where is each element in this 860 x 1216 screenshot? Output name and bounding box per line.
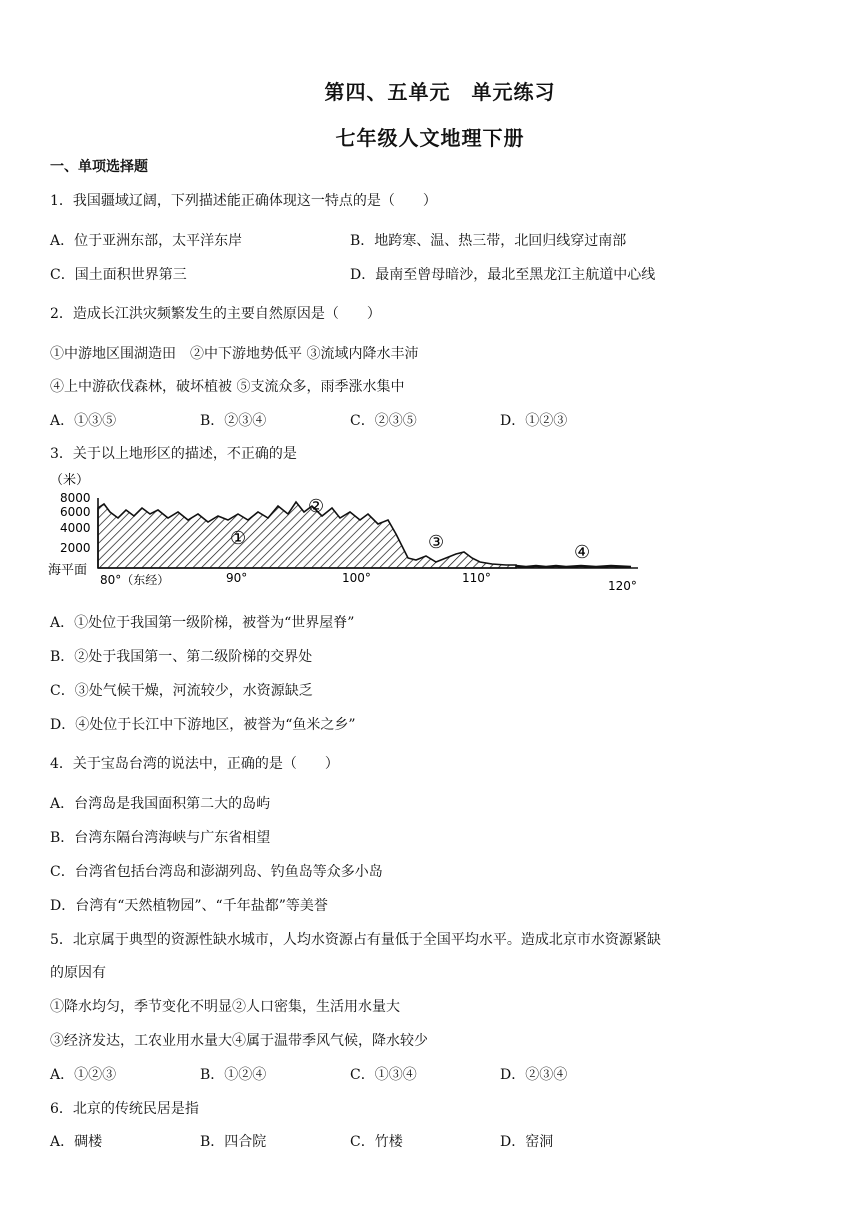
question-5-statement-line: ①降水均匀，季节变化不明显②人口密集，生活用水量大 [50, 999, 400, 1015]
question-5-option-b: B．①②④ [200, 1067, 267, 1083]
question-5-stem: 5．北京属于典型的资源性缺水城市，人均水资源占有量低于全国平均水平。造成北京市水资源紧缺 [50, 932, 661, 948]
question-6-option-b: B．四合院 [200, 1134, 267, 1150]
x-tick-label: 110° [462, 571, 491, 585]
terrain-marker-3: ③ [428, 532, 445, 553]
question-3-option-d: D．④处位于长江中下游地区，被誉为“鱼米之乡” [50, 717, 356, 733]
question-5-option-d: D．②③④ [500, 1067, 568, 1083]
x-tick-label: 90° [226, 571, 248, 585]
question-2-option-b: B．②③④ [200, 413, 267, 429]
question-3-option-c: C．③处气候干燥，河流较少，水资源缺乏 [50, 683, 313, 699]
question-4-option-c: C．台湾省包括台湾岛和澎湖列岛、钓鱼岛等众多小岛 [50, 864, 383, 880]
question-4-stem: 4．关于宝岛台湾的说法中，正确的是（ ） [50, 756, 339, 772]
question-5-option-a: A．①②③ [50, 1067, 117, 1083]
question-4-option-b: B．台湾东隔台湾海峡与广东省相望 [50, 830, 271, 846]
question-3-stem: 3．关于以上地形区的描述，不正确的是 [50, 446, 297, 462]
y-tick-label: 8000 [60, 491, 91, 505]
question-5-stem-continuation: 的原因有 [50, 965, 106, 981]
y-unit-label: （米） [50, 473, 90, 488]
y-tick-label: 4000 [60, 521, 91, 535]
page-title: 第四、五单元 单元练习 [324, 80, 556, 104]
question-6-option-c: C．竹楼 [350, 1134, 403, 1150]
question-5-option-c: C．①③④ [350, 1067, 417, 1083]
question-6-stem: 6．北京的传统民居是指 [50, 1101, 199, 1117]
question-1-option-c: C．国土面积世界第三 [50, 267, 187, 283]
lowland-line [516, 566, 631, 567]
question-2-option-d: D．①②③ [500, 413, 568, 429]
terrain-marker-1: ① [230, 528, 247, 549]
question-2-stem: 2．造成长江洪灾频繁发生的主要自然原因是（ ） [50, 306, 381, 322]
question-3-option-a: A．①处位于我国第一级阶梯，被誉为“世界屋脊” [50, 615, 355, 631]
question-1-stem: 1．我国疆域辽阔，下列描述能正确体现这一特点的是（ ） [50, 193, 437, 209]
terrain-marker-4: ④ [574, 542, 591, 563]
question-2-statement-line: ④上中游砍伐森林，破坏植被 ⑤支流众多，雨季涨水集中 [50, 379, 405, 395]
x-tick-label: 80°（东经） [100, 573, 170, 587]
question-6-option-a: A．碉楼 [50, 1134, 103, 1150]
question-4-option-d: D．台湾有“天然植物园”、“千年盐都”等美誉 [50, 898, 328, 914]
question-2-option-c: C．②③⑤ [350, 413, 417, 429]
question-1-option-a: A．位于亚洲东部，太平洋东岸 [50, 233, 243, 249]
question-5-statement-line: ③经济发达，工农业用水量大④属于温带季风气候，降水较少 [50, 1033, 428, 1049]
question-1-option-b: B．地跨寒、温、热三带，北回归线穿过南部 [350, 233, 627, 249]
question-2-option-a: A．①③⑤ [50, 413, 117, 429]
y-tick-label: 2000 [60, 541, 91, 555]
sea-level-label: 海平面 [48, 563, 88, 578]
x-tick-label: 120° [608, 579, 637, 592]
question-6-option-d: D．窑洞 [500, 1134, 554, 1150]
terrain-marker-2: ② [308, 496, 325, 517]
question-4-option-a: A．台湾岛是我国面积第二大的岛屿 [50, 796, 271, 812]
question-3-option-b: B．②处于我国第一、第二级阶梯的交界处 [50, 649, 313, 665]
terrain-profile-figure [46, 468, 646, 592]
x-tick-label: 100° [342, 571, 371, 585]
y-tick-label: 6000 [60, 505, 91, 519]
question-1-option-d: D．最南至曾母暗沙，最北至黑龙江主航道中心线 [350, 267, 656, 283]
terrain-profile [98, 502, 516, 568]
page-subtitle: 七年级人文地理下册 [335, 126, 525, 150]
section-heading: 一、单项选择题 [50, 159, 148, 175]
question-2-statement-line: ①中游地区围湖造田 ②中下游地势低平 ③流域内降水丰沛 [50, 346, 419, 362]
